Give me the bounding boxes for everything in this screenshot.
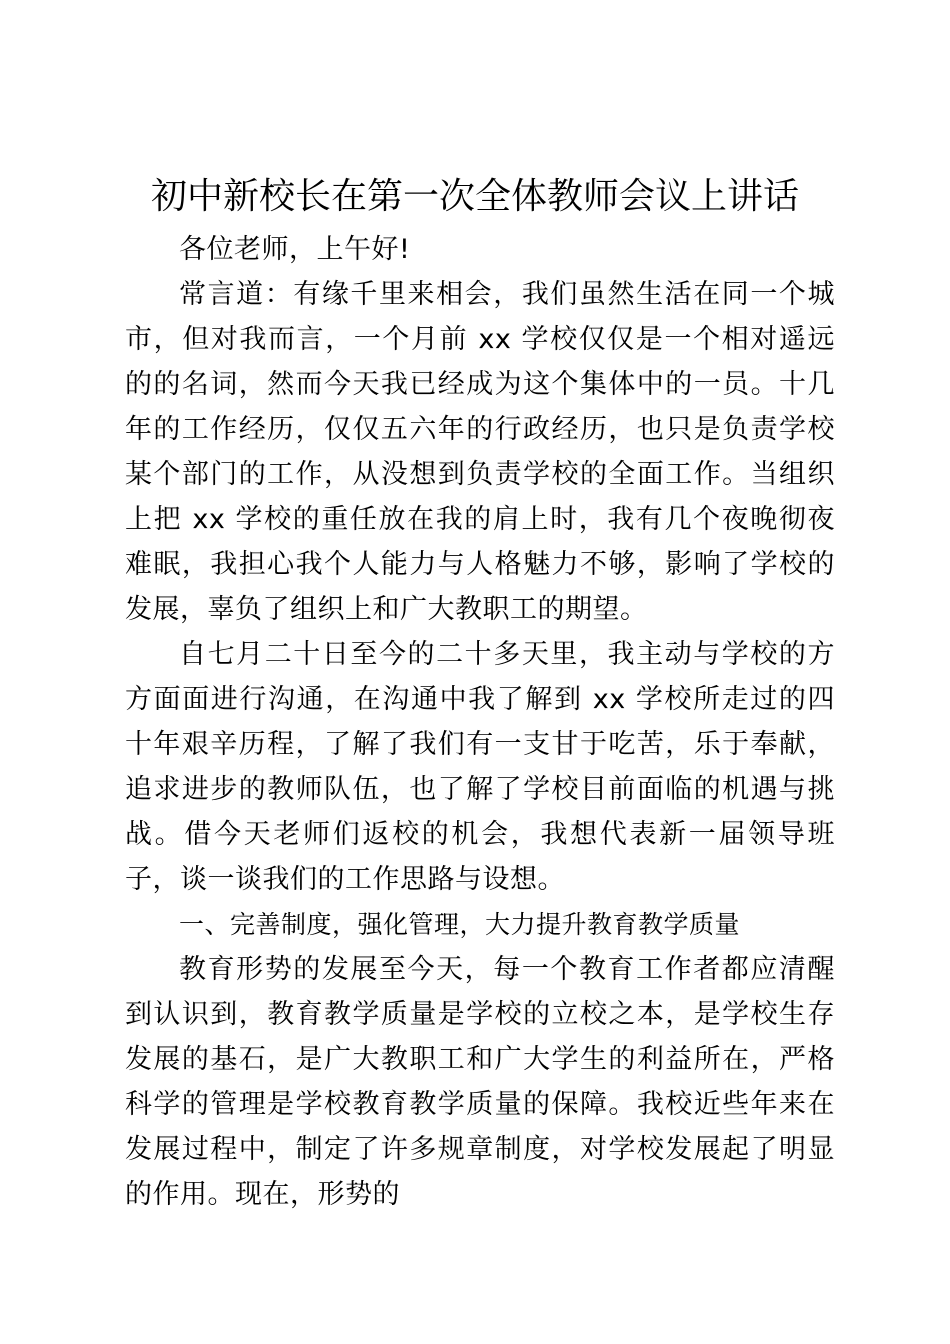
section-paragraph: 教育形势的发展至今天，每一个教育工作者都应清醒到认识到，教育教学质量是学校的立校之本，是学校生存发展的基石，是广大教职工和广大学生的利益所在，严格科学的管理是学校教育教学质量的保障。我校近些年来在发展过程中，制定了许多规章制度，对学校发展起了明显的作用。现在，形势的 [125,954,835,1210]
body-paragraph-2: 自七月二十日至今的二十多天里，我主动与学校的方方面面进行沟通，在沟通中我了解到 xx 学校所走过的四十年艰辛历程，了解了我们有一支甘于吃苦，乐于奉献，追求进步的教师队伍，也了解了学校目前面临的机遇与挑战。借今天老师们返校的机会，我想代表新一届领导班子，谈一谈我们的工作思路与设想。 [125,639,835,895]
body-paragraph-1: 常言道：有缘千里来相会，我们虽然生活在同一个城市，但对我而言，一个月前 xx 学校仅仅是一个相对遥远的的名词，然而今天我已经成为这个集体中的一员。十几年的工作经历，仅仅五六年的行政经历，也只是负责学校某个部门的工作，从没想到负责学校的全面工作。当组织上把 xx 学校的重任放在我的肩上时，我有几个夜晚彻夜难眠，我担心我个人能力与人格魅力不够，影响了学校的发展，辜负了组织上和广大教职工的期望。 [125,279,835,625]
document-body [125,227,835,1217]
greeting: 各位老师，上午好! [179,234,411,265]
document-title: 初中新校长在第一次全体教师会议上讲话 [150,176,799,217]
section-heading: 一、完善制度，强化管理，大力提升教育教学质量 [179,910,741,939]
